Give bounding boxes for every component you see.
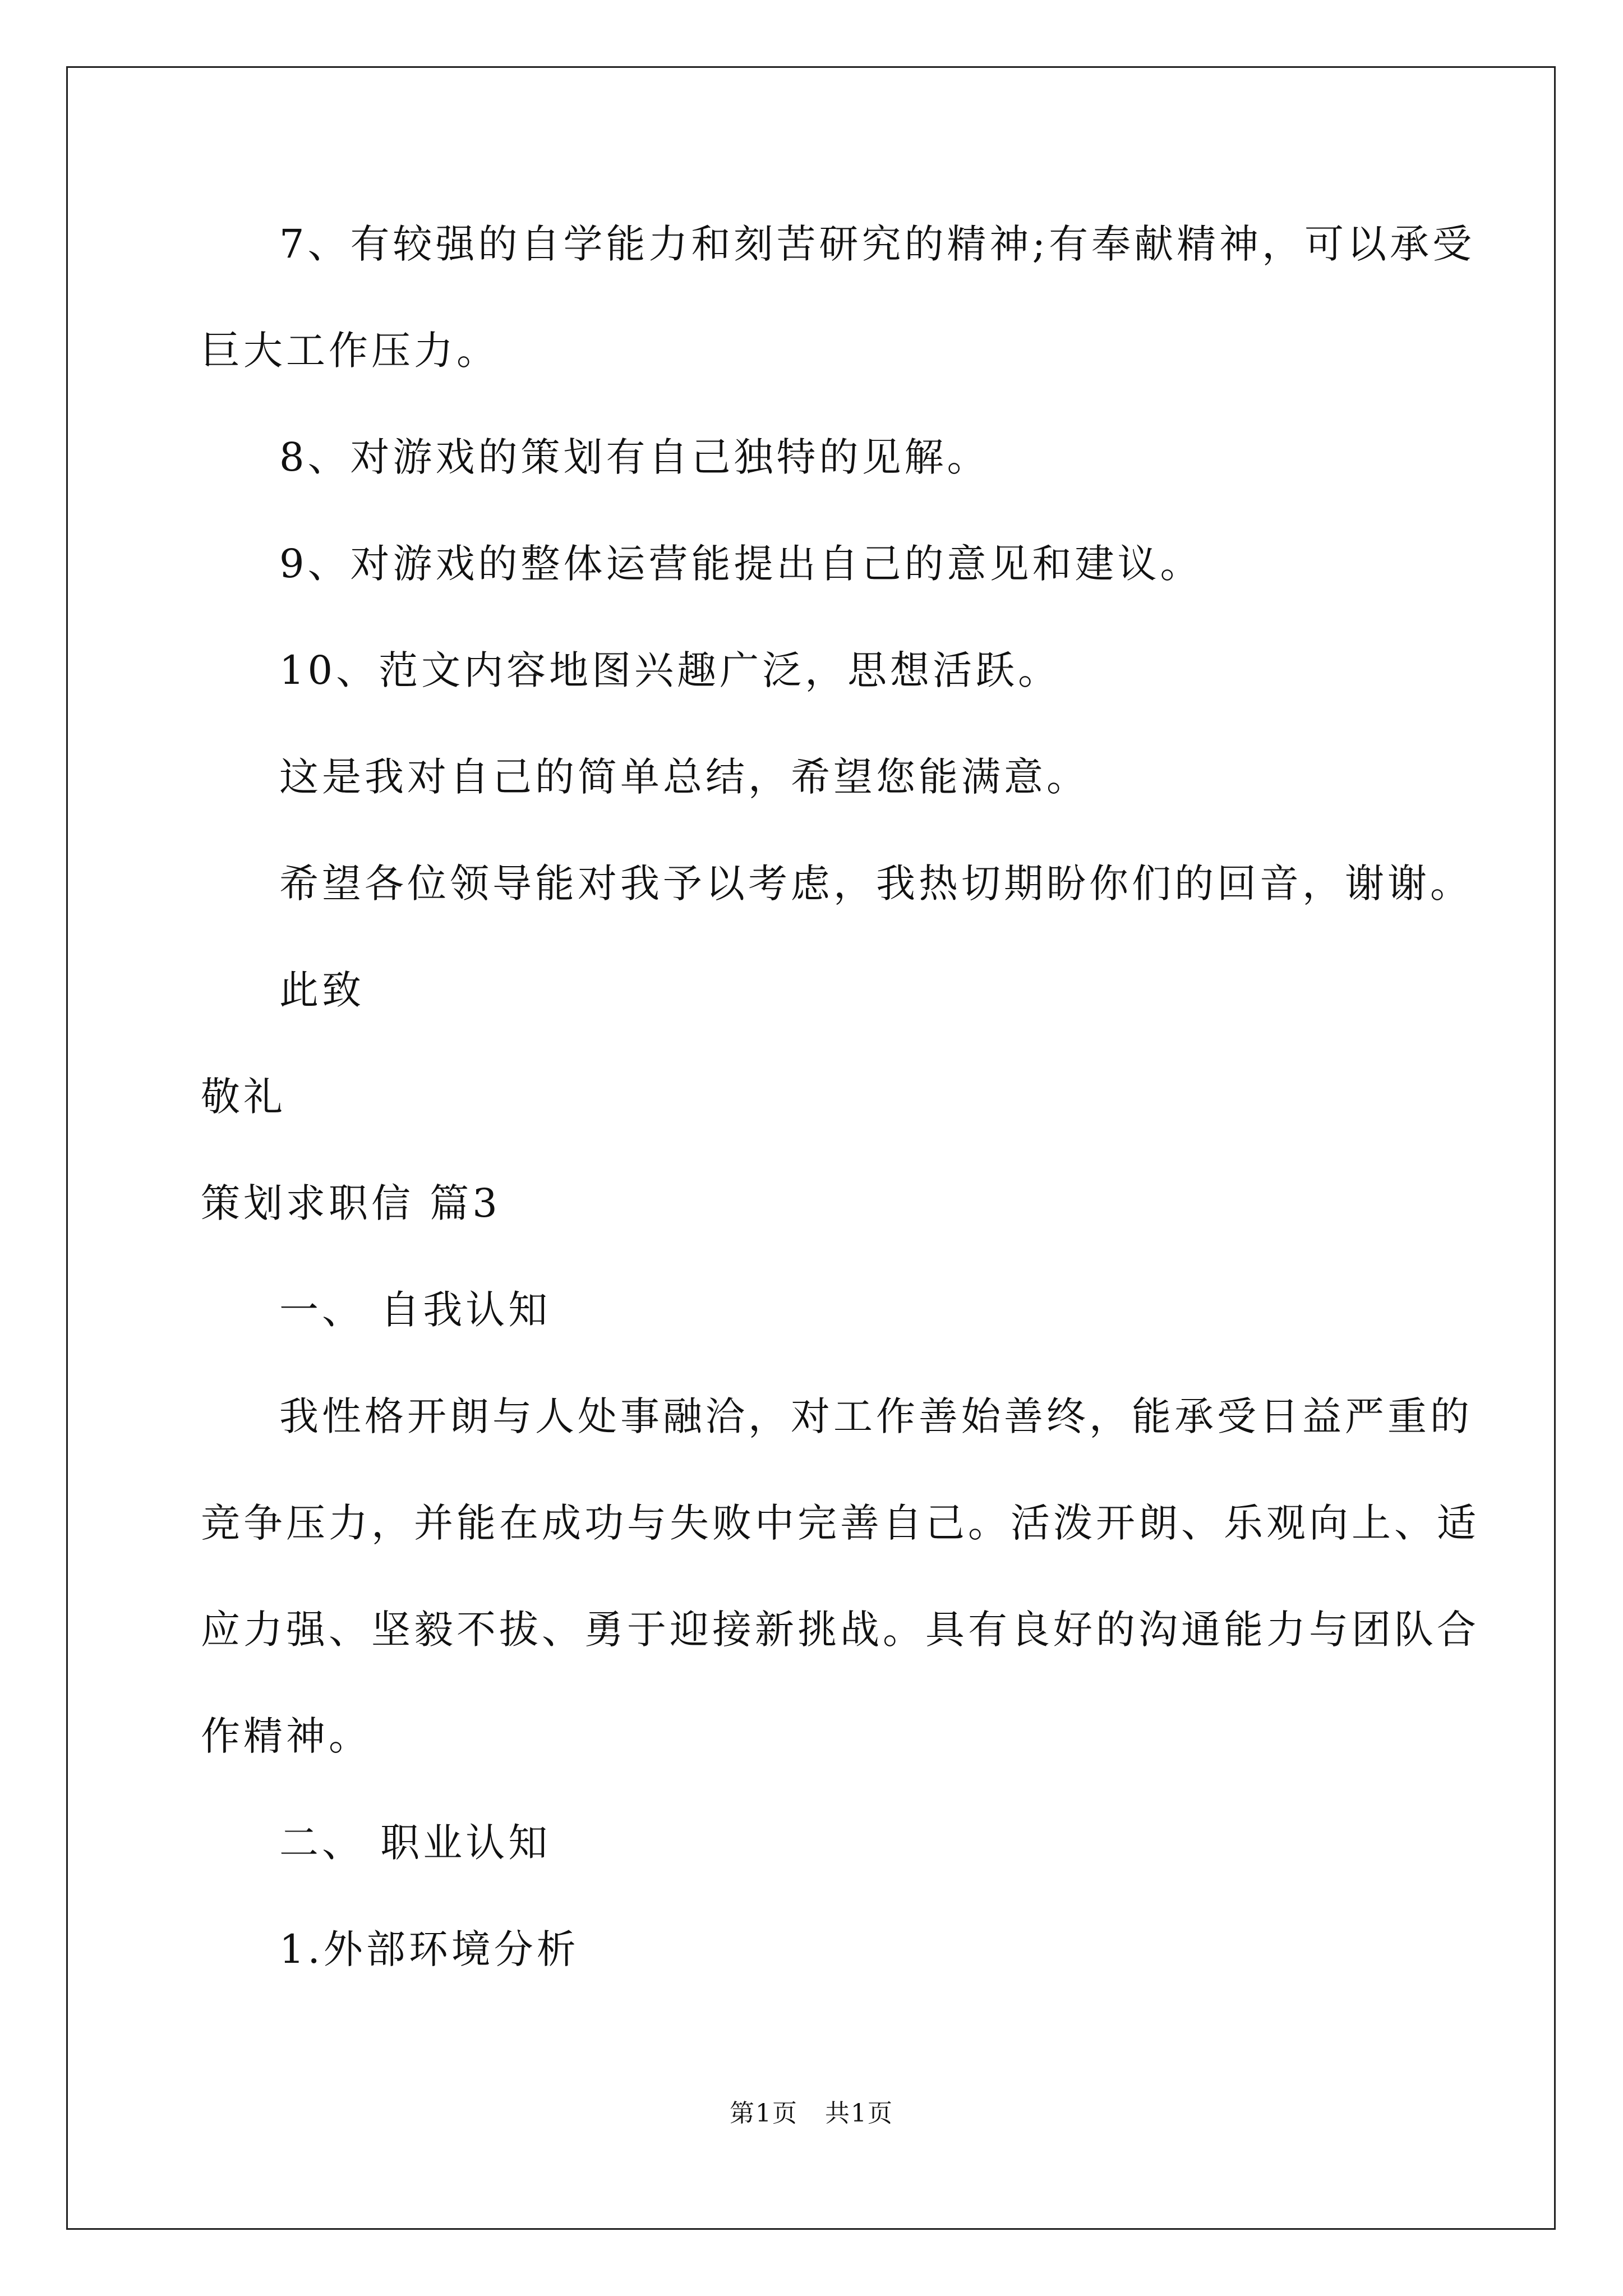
page-footer <box>0 2097 1623 2131</box>
self-description-line-4: 作精神。 <box>201 1713 371 1759</box>
subheading-career-awareness: 二、 职业认知 <box>279 1820 551 1866</box>
subheading-external-analysis: 1.外部环境分析 <box>279 1926 579 1972</box>
page-number-total: 共1页 <box>825 2099 893 2128</box>
self-description-line-1: 我性格开朗与人处事融洽，对工作善始善终，能承受日益严重的 <box>279 1393 1473 1439</box>
closing-salutation: 此致 <box>279 967 365 1013</box>
paragraph-10: 10、范文内容地图兴趣广泛，思想活跃。 <box>279 647 1061 693</box>
summary-paragraph: 这是我对自己的简单总结，希望您能满意。 <box>279 754 1089 800</box>
paragraph-8: 8、对游戏的策划有自己独特的见解。 <box>279 434 990 480</box>
paragraph-9: 9、对游戏的整体运营能提出自己的意见和建议。 <box>279 541 1203 587</box>
section-heading: 策划求职信 篇3 <box>201 1180 501 1226</box>
self-description-line-2: 竞争压力，并能在成功与失败中完善自己。活泼开朗、乐观向上、适 <box>201 1500 1479 1546</box>
paragraph-7-line-2: 巨大工作压力。 <box>201 328 499 374</box>
closing-request-paragraph: 希望各位领导能对我予以考虑，我热切期盼你们的回音，谢谢。 <box>279 861 1473 907</box>
subheading-self-awareness: 一、 自我认知 <box>279 1287 551 1333</box>
paragraph-7-line-1: 7、有较强的自学能力和刻苦研究的精神;有奉献精神，可以承受 <box>279 221 1476 267</box>
page-border <box>66 66 1556 2230</box>
page-number-current: 第1页 <box>730 2099 798 2128</box>
self-description-line-3: 应力强、坚毅不拔、勇于迎接新挑战。具有良好的沟通能力与团队合 <box>201 1607 1479 1653</box>
closing-regards: 敬礼 <box>201 1074 286 1120</box>
